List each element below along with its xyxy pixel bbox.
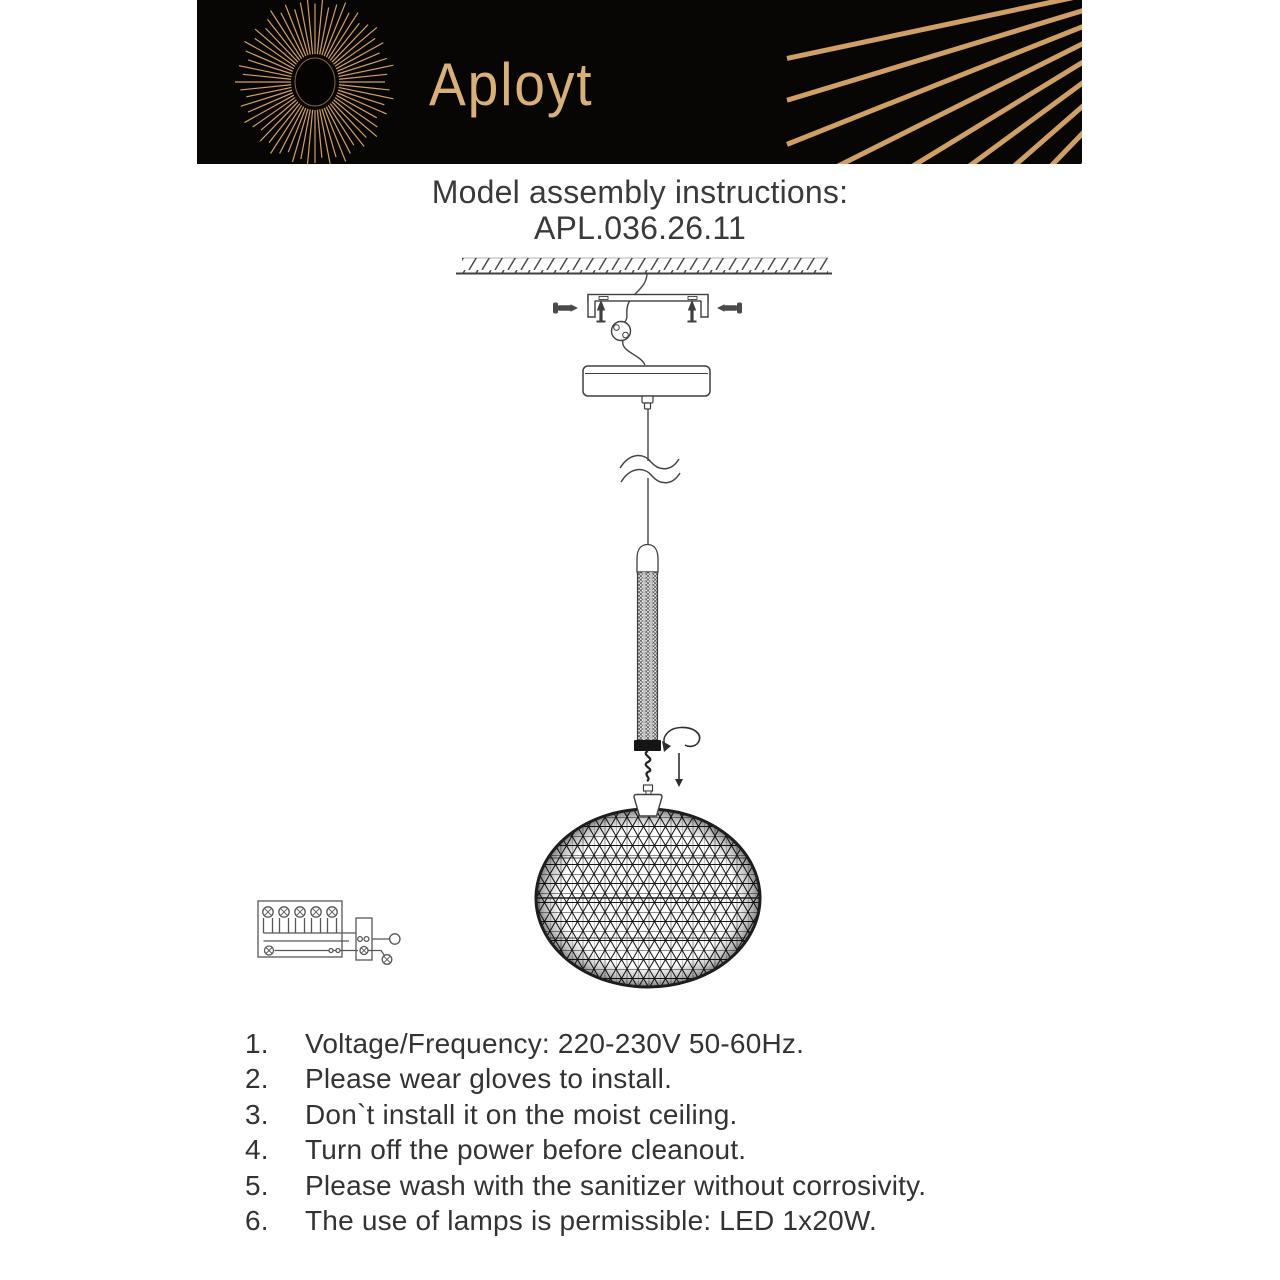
- instruction-item: [245, 1133, 1145, 1169]
- corner-rays-decoration: [787, 0, 1082, 164]
- mounting-screws: [553, 303, 742, 314]
- instruction-text: The use of lamps is permissible: LED 1x20W.: [305, 1205, 877, 1237]
- instruction-text: Please wash with the sanitizer without corrosivity.: [305, 1169, 927, 1201]
- cable-break-symbol: [620, 456, 680, 483]
- rotate-arrow: [662, 727, 700, 752]
- sheet-title: Model assembly instructions:: [431, 174, 849, 210]
- header-art: [197, 0, 1082, 164]
- power-wire: [623, 274, 647, 365]
- mounting-bracket: [588, 295, 708, 318]
- model-number: APL.036.26.11: [534, 210, 746, 246]
- instruction-number: 1.: [245, 1027, 269, 1059]
- ground-screw: [382, 955, 392, 965]
- ceiling: [456, 258, 832, 274]
- terminal-block: [612, 322, 631, 341]
- instruction-item: [245, 1026, 1145, 1062]
- lamp-symbol: [390, 934, 400, 944]
- instruction-text: Don`t install it on the moist ceiling.: [305, 1098, 738, 1130]
- brand-header: [197, 0, 1082, 164]
- instructions-list: [245, 1026, 1145, 1239]
- starburst-center: [295, 58, 335, 106]
- brand-name: Aployt: [429, 51, 594, 118]
- instruction-number: 5.: [245, 1169, 269, 1201]
- connector-screw: [360, 947, 368, 955]
- instruction-number: 4.: [245, 1134, 269, 1166]
- rod-top-cap: [637, 545, 658, 573]
- wiring-diagram: [258, 901, 400, 964]
- instruction-text: Please wear gloves to install.: [305, 1063, 673, 1095]
- faceted-sphere-shade: [536, 809, 760, 987]
- title-block: [0, 174, 1280, 246]
- instruction-number: 6.: [245, 1205, 269, 1237]
- screw-terminals: [263, 907, 337, 933]
- instruction-text: Turn off the power before cleanout.: [305, 1134, 747, 1166]
- instruction-item: [245, 1204, 1145, 1240]
- instruction-number: 2.: [245, 1063, 269, 1095]
- instruction-text: Voltage/Frequency: 220-230V 50-60Hz.: [305, 1027, 805, 1059]
- lamp-socket: [634, 795, 662, 817]
- bracket-screws-up: [597, 301, 697, 322]
- instruction-item: [245, 1062, 1145, 1098]
- rod-end-band: [634, 740, 661, 751]
- terminal-strip: [258, 901, 342, 957]
- canopy: [583, 366, 710, 409]
- instruction-number: 3.: [245, 1098, 269, 1130]
- instruction-item: [245, 1097, 1145, 1133]
- connector-parts: [644, 751, 653, 797]
- instruction-item: [245, 1168, 1145, 1204]
- pull-down-arrow: [675, 753, 683, 787]
- bottom-screw: [265, 946, 274, 955]
- connector-block: [356, 918, 372, 960]
- decorative-rod: [634, 545, 661, 752]
